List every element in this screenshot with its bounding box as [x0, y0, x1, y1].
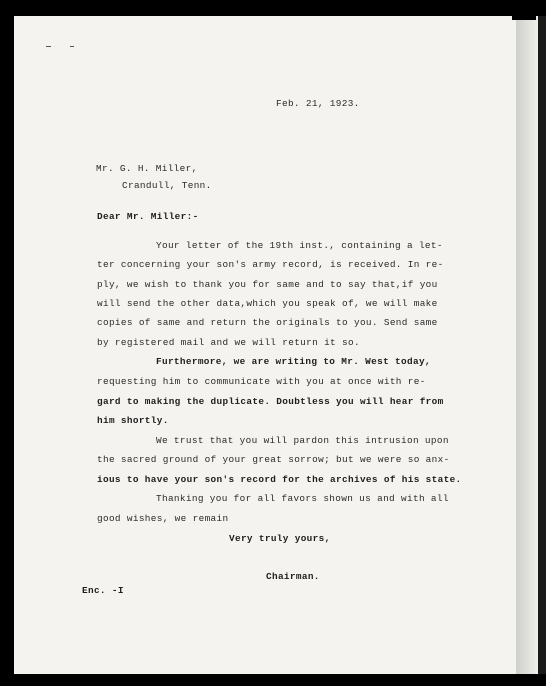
recipient-city: Crandull, Tenn. [122, 180, 212, 191]
body-line: ious to have your son's record for the archives of his state. [97, 474, 462, 485]
body-line: Furthermore, we are writing to Mr. West today, [156, 356, 431, 367]
body-line: requesting him to communicate with you at once with re- [97, 376, 426, 387]
closing: Very truly yours, [229, 533, 331, 544]
body-line: Your letter of the 19th inst., containing a let- [156, 240, 443, 251]
salutation: Dear Mr. Miller:- [97, 211, 199, 222]
body-line: by registered mail and we will return it so. [97, 337, 360, 348]
body-line: ter concerning your son's army record, is received. In re- [97, 259, 444, 270]
body-line: We trust that you will pardon this intrusion upon [156, 435, 449, 446]
recipient-name: Mr. G. H. Miller, [96, 163, 198, 174]
page-edge [516, 16, 538, 674]
body-line: Thanking you for all favors shown us and with all [156, 493, 449, 504]
body-line: the sacred ground of your great sorrow; but we were so anx- [97, 454, 450, 465]
letter-date: Feb. 21, 1923. [276, 98, 360, 109]
page-mark [70, 46, 74, 47]
enclosure-note: Enc. -I [82, 585, 124, 596]
page-mark [46, 46, 51, 47]
body-line: copies of same and return the originals to you. Send same [97, 317, 438, 328]
page-tab [512, 16, 536, 20]
body-line: him shortly. [97, 415, 169, 426]
signature-title: Chairman. [266, 571, 320, 582]
body-line: ply, we wish to thank you for same and to say that,if you [97, 279, 438, 290]
page-shadow [538, 16, 546, 674]
body-line: gard to making the duplicate. Doubtless you will hear from [97, 396, 444, 407]
body-line: good wishes, we remain [97, 513, 229, 524]
body-line: will send the other data,which you speak of, we will make [97, 298, 438, 309]
